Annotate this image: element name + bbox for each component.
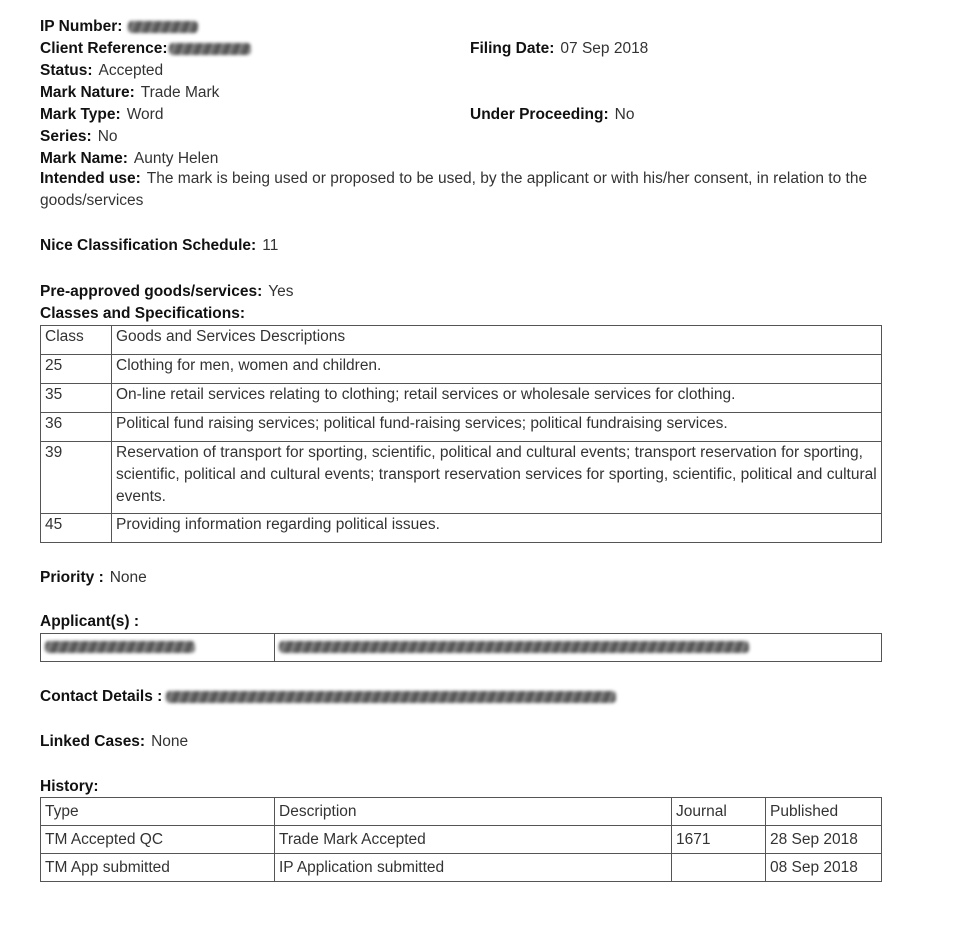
table-row (41, 514, 882, 543)
classes-heading-row (40, 303, 251, 324)
class-description: Reservation of transport for sporting, scientific, political and cultural events; transport reservation for sporting, scientific, political and cultural events; transport reservation services for sporting, scientific, political and cultural events. (112, 442, 882, 514)
history-header-journal: Journal (672, 798, 766, 826)
class-number: 39 (41, 442, 112, 514)
preapproved-value: Yes (268, 283, 294, 300)
under-proceeding-row (470, 104, 635, 125)
priority-value: None (109, 569, 147, 586)
mark-type-row (40, 104, 163, 125)
classes-heading: Classes and Specifications: (40, 305, 246, 322)
class-number: 36 (41, 413, 112, 442)
preapproved-label: Pre-approved goods/services: (40, 283, 263, 300)
mark-nature-value: Trade Mark (140, 84, 220, 101)
applicants-heading-row (40, 611, 145, 632)
series-value: No (97, 128, 118, 145)
applicant-name-cell (41, 634, 275, 662)
client-reference-label: Client Reference: (40, 40, 168, 57)
history-description: Trade Mark Accepted (275, 826, 672, 854)
series-row (40, 126, 118, 147)
history-heading: History: (40, 778, 99, 795)
contact-details-row (40, 686, 616, 707)
redacted-ip-number (128, 21, 198, 33)
class-number: 25 (41, 355, 112, 384)
applicant-address-cell (275, 634, 882, 662)
mark-name-label: Mark Name: (40, 150, 128, 167)
class-description: Political fund raising services; political fund-raising services; political fundraising services. (112, 413, 882, 442)
client-reference-row (40, 38, 251, 59)
history-journal: 1671 (672, 826, 766, 854)
status-value: Accepted (98, 62, 164, 79)
redacted-applicant-address (279, 641, 749, 653)
mark-nature-row (40, 82, 219, 103)
class-description: Clothing for men, women and children. (112, 355, 882, 384)
table-row (41, 413, 882, 442)
nice-classification-label: Nice Classification Schedule: (40, 237, 257, 254)
mark-nature-label: Mark Nature: (40, 84, 135, 101)
filing-date-value: 07 Sep 2018 (560, 40, 649, 57)
filing-date-label: Filing Date: (470, 40, 555, 57)
nice-classification-row (40, 235, 278, 256)
class-description: Providing information regarding political issues. (112, 514, 882, 543)
mark-type-label: Mark Type: (40, 106, 121, 123)
ip-number-label: IP Number: (40, 18, 123, 35)
table-row (41, 442, 882, 514)
filing-date-row (470, 38, 648, 59)
ip-number-row (40, 16, 198, 37)
table-row (41, 355, 882, 384)
contact-details-label: Contact Details : (40, 688, 163, 705)
history-published: 08 Sep 2018 (766, 854, 882, 882)
linked-cases-label: Linked Cases: (40, 733, 146, 750)
history-type: TM Accepted QC (41, 826, 275, 854)
history-description: IP Application submitted (275, 854, 672, 882)
history-type: TM App submitted (41, 854, 275, 882)
class-description: On-line retail services relating to clothing; retail services or wholesale services for clothing. (112, 384, 882, 413)
table-row (41, 634, 882, 662)
nice-classification-value: 11 (262, 237, 279, 254)
linked-cases-row (40, 731, 188, 752)
redacted-client-reference (169, 43, 251, 55)
applicant-table (40, 633, 882, 662)
classes-header-description: Goods and Services Descriptions (112, 326, 882, 355)
intended-use-label: Intended use: (40, 170, 141, 187)
class-number: 45 (41, 514, 112, 543)
mark-name-value: Aunty Helen (133, 150, 219, 167)
history-header-type: Type (41, 798, 275, 826)
table-row (41, 826, 882, 854)
linked-cases-value: None (151, 733, 189, 750)
table-row (41, 384, 882, 413)
priority-row (40, 567, 147, 588)
series-label: Series: (40, 128, 92, 145)
status-row (40, 60, 163, 81)
history-journal (672, 854, 766, 882)
history-header-published: Published (766, 798, 882, 826)
classes-header-row (41, 326, 882, 355)
redacted-applicant-name (45, 641, 195, 653)
intended-use-value: The mark is being used or proposed to be used, by the applicant or with his/her consent, in relation to the goods/services (40, 170, 868, 209)
under-proceeding-label: Under Proceeding: (470, 106, 609, 123)
redacted-contact-details (166, 691, 616, 703)
mark-type-value: Word (126, 106, 164, 123)
history-table (40, 797, 882, 882)
classes-header-class: Class (41, 326, 112, 355)
history-header-row (41, 798, 882, 826)
table-row (41, 854, 882, 882)
mark-name-row (40, 148, 218, 169)
under-proceeding-value: No (614, 106, 635, 123)
intended-use-row (40, 168, 900, 212)
class-number: 35 (41, 384, 112, 413)
history-heading-row (40, 776, 105, 797)
classes-table (40, 325, 882, 543)
history-published: 28 Sep 2018 (766, 826, 882, 854)
preapproved-row (40, 281, 294, 302)
priority-label: Priority : (40, 569, 104, 586)
applicants-heading: Applicant(s) : (40, 613, 140, 630)
history-header-description: Description (275, 798, 672, 826)
status-label: Status: (40, 62, 93, 79)
